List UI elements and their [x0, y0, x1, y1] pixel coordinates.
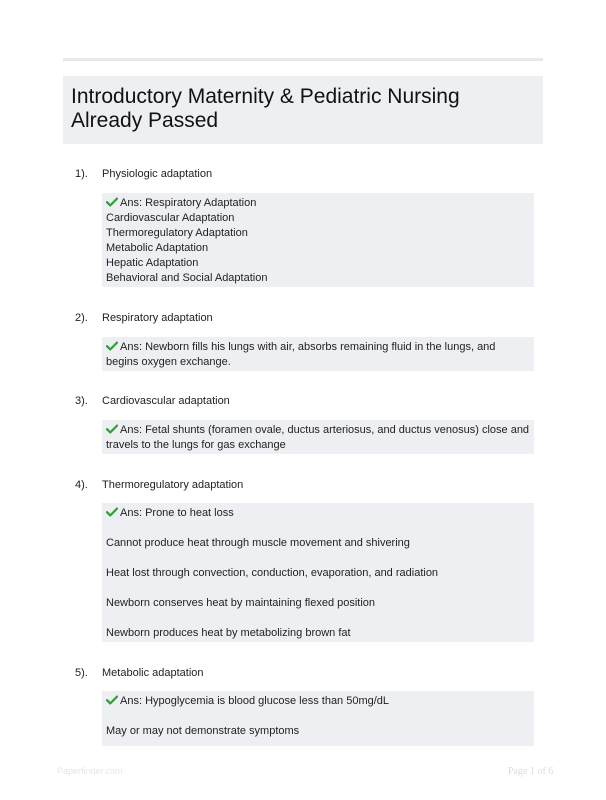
question-number: 1). — [75, 168, 88, 180]
check-icon — [106, 197, 118, 207]
answer-line: Cardiovascular Adaptation — [106, 212, 235, 224]
answer-box — [102, 691, 534, 746]
answer-text: Ans: Newborn fills his lungs with air, absorbs remaining fluid in the lungs, and begins oxygen exchange. — [106, 341, 496, 368]
answer-line — [106, 694, 530, 709]
check-icon — [106, 507, 118, 517]
title-banner — [63, 76, 543, 144]
answer-line: Metabolic Adaptation — [106, 242, 209, 254]
answer-line — [106, 340, 530, 370]
answer-line: Cannot produce heat through muscle movement and shivering — [106, 537, 410, 549]
check-icon — [106, 424, 118, 434]
question-number: 5). — [75, 667, 88, 679]
answer-line: Hepatic Adaptation — [106, 257, 199, 269]
page-indicator: Page 1 of 6 — [508, 766, 554, 777]
answer-line — [106, 196, 530, 211]
page-title: Introductory Maternity & Pediatric Nursing Already Passed — [71, 85, 460, 132]
answer-line: Newborn conserves heat by maintaining flexed position — [106, 597, 376, 609]
answer-line: May or may not demonstrate symptoms — [106, 725, 300, 737]
question-number: 2). — [75, 312, 88, 324]
question-prompt: Respiratory adaptation — [102, 312, 213, 324]
answer-line — [106, 423, 530, 453]
answer-box — [102, 420, 534, 454]
question-prompt: Cardiovascular adaptation — [102, 395, 230, 407]
answer-box — [102, 337, 534, 371]
question-number: 3). — [75, 395, 88, 407]
check-icon — [106, 695, 118, 705]
answer-box — [102, 503, 534, 642]
answer-text: Ans: Fetal shunts (foramen ovale, ductus arteriosus, and ductus venosus) close and travels to the lungs for gas exchange — [106, 424, 530, 451]
answer-line: Behavioral and Social Adaptation — [106, 272, 268, 284]
question-prompt: Metabolic adaptation — [102, 667, 204, 679]
footer-watermark: Paperfinder.com — [57, 766, 123, 776]
answer-box — [102, 193, 534, 287]
question-prompt: Thermoregulatory adaptation — [102, 479, 244, 491]
question-number: 4). — [75, 479, 88, 491]
answer-text: Ans: Hypoglycemia is blood glucose less than 50mg/dL — [120, 695, 390, 707]
answer-line: Heat lost through convection, conduction, evaporation, and radiation — [106, 567, 439, 579]
answer-text: Ans: Prone to heat loss — [120, 507, 234, 519]
answer-text: Ans: Respiratory Adaptation — [120, 197, 257, 209]
question-prompt: Physiologic adaptation — [102, 168, 213, 180]
check-icon — [106, 341, 118, 351]
top-divider — [63, 58, 543, 61]
answer-line: Newborn produces heat by metabolizing brown fat — [106, 627, 351, 639]
answer-line: Thermoregulatory Adaptation — [106, 227, 248, 239]
answer-line — [106, 506, 530, 521]
